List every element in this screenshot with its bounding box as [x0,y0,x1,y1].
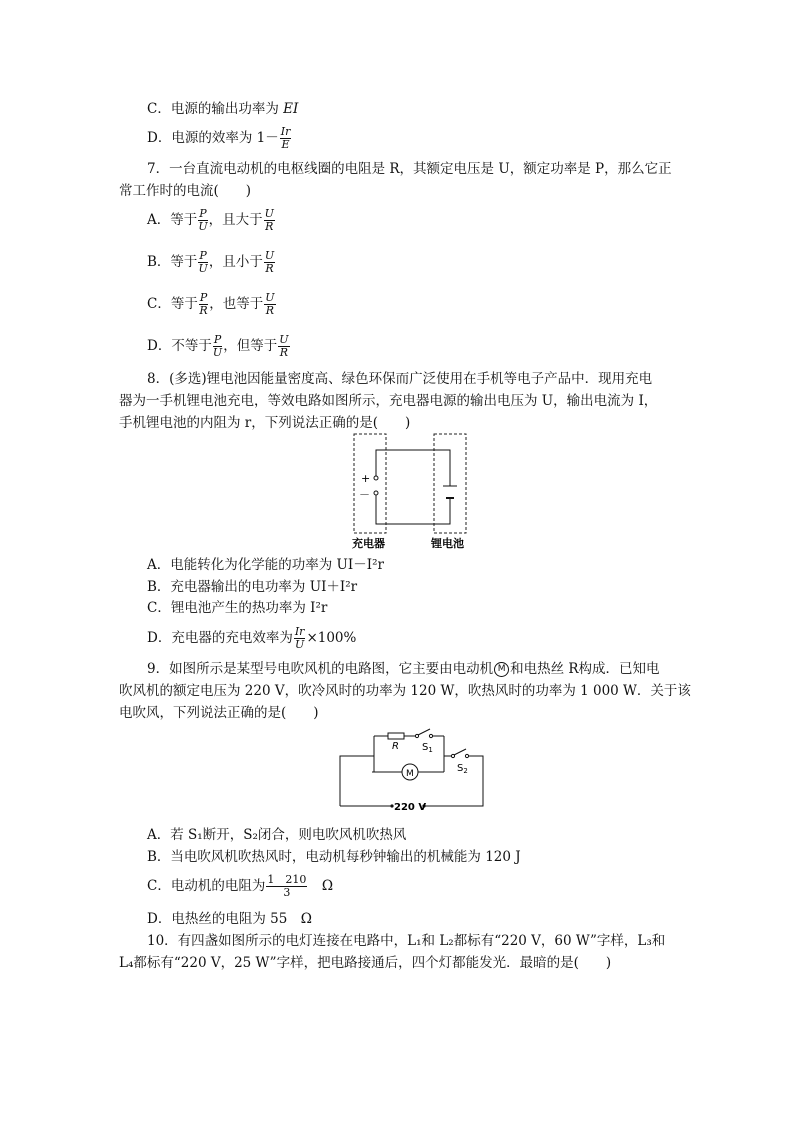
q10-stem-line1: 10．有四盏如图所示的电灯连接在电路中，L₁和 L₂都标有“220 V，60 W”字样，L₃和 [147,933,666,949]
positive-terminal-label: + [361,472,371,485]
q9-stem-line1: 9．如图所示是某型号电吹风机的电路图，它主要由电动机 M 和电热丝 R构成．已知电 [147,661,660,677]
charger-battery-circuit-diagram [350,432,470,554]
q8-option-d: D．充电器的充电效率为 $\frac{Ir}{U}$ ×100% [147,625,357,651]
q7-stem-line1: 7．一台直流电动机的电枢线圈的电阻是 R，其额定电压是 U，额定功率是 P，那么它正 [147,161,672,177]
q7-option-d: D．不等于 $\frac{P}{U}$ ，但等于 $\frac{U}{R}$ [147,333,289,359]
negative-terminal-label: － [359,488,370,501]
voltage-label: 220 V [394,802,427,813]
q9-stem-line2: 吹风机的额定电压为 220 V，吹冷风时的功率为 120 W，吹热风时的功率为 1 000 W．关于该 [119,683,691,699]
q8-stem-line1: 8．(多选)锂电池因能量密度高、绿色环保而广泛使用在手机等电子产品中．现用充电 [147,371,653,387]
q10-stem-line2: L₄都标有“220 V，25 W”字样，把电路接通后，四个灯都能发光．最暗的是( ) [119,955,612,971]
q6-option-c: C．电源的输出功率为 EI [147,101,299,117]
q8-option-a: A．电能转化为化学能的功率为 UI－I²r [147,557,384,573]
q7-stem-line2: 常工作时的电流( ) [119,183,252,199]
q6-option-d: D．电源的效率为 1－ $\frac{Ir}{E}$ [147,125,291,151]
switch-s2-label: $S_2$ [457,763,468,775]
charger-label: 充电器 [352,537,385,550]
q7-option-a: A．等于 $\frac{P}{U}$ ，且大于 $\frac{U}{R}$ [147,207,274,233]
motor-symbol-icon: M [494,662,509,677]
q8-option-c: C．锂电池产生的热功率为 I²r [147,600,328,616]
q9-option-b: B．当电吹风机吹热风时，电动机每秒钟输出的机械能为 120 J [147,849,521,865]
q8-stem-line2: 器为一手机锂电池充电，等效电路如图所示，充电器电源的输出电压为 U，输出电流为 I， [119,393,658,409]
hair-dryer-circuit-diagram [336,726,488,814]
q7-option-c: C．等于 $\frac{P}{R}$ ，也等于 $\frac{U}{R}$ [147,291,275,317]
q7-option-b: B．等于 $\frac{P}{U}$ ，且小于 $\frac{U}{R}$ [147,249,275,275]
resistor-label: R [392,741,399,752]
battery-label: 锂电池 [431,537,464,550]
q9-option-a: A．若 S₁断开，S₂闭合，则电吹风机吹热风 [147,827,407,843]
switch-s1-label: $S_1$ [422,742,433,754]
q9-option-c: C．电动机的电阻为 $\frac{1 210}{3}$ Ω [147,873,334,899]
q8-stem-line3: 手机锂电池的内阻为 r，下列说法正确的是( ) [119,415,411,431]
q9-stem-line3: 电吹风，下列说法正确的是( ) [119,705,319,721]
q9-option-d: D．电热丝的电阻为 55 Ω [147,911,312,927]
motor-label: M [406,769,414,779]
q8-option-b: B．充电器输出的电功率为 UI＋I²r [147,579,358,595]
